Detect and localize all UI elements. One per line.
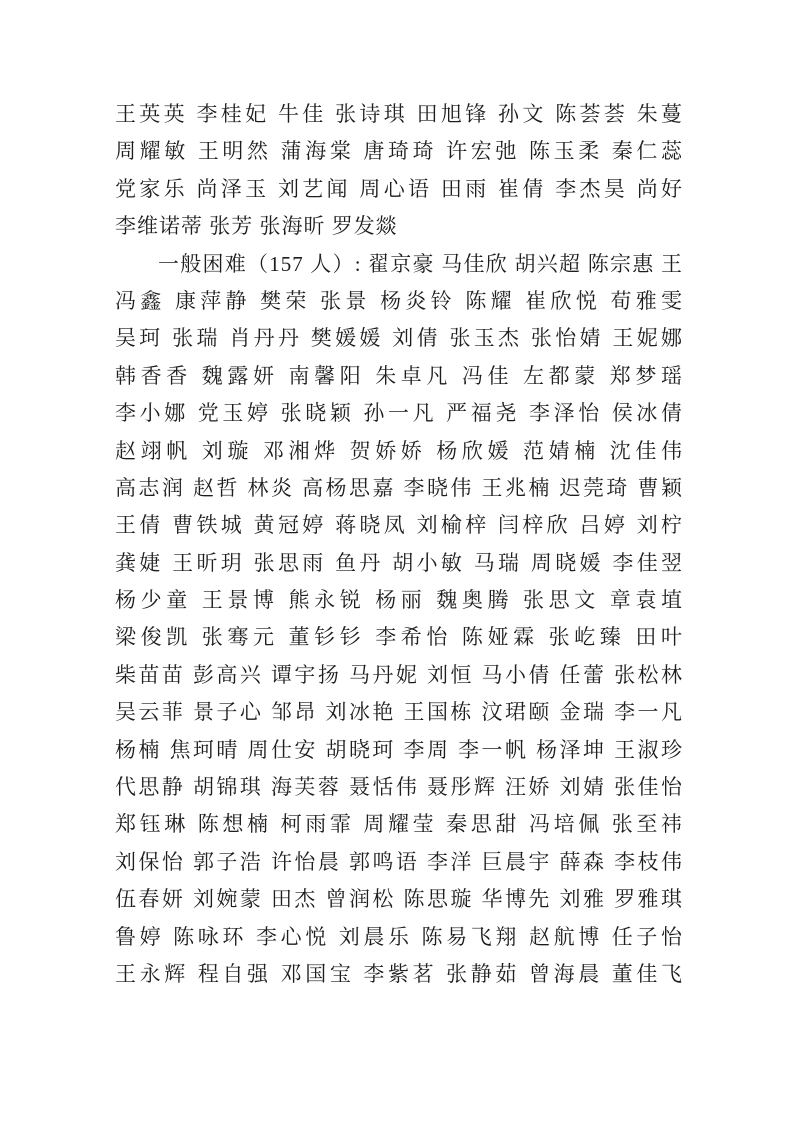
name-list-line: 李小娜 党玉婷 张晓颖 孙一凡 严福尧 李泽怡 侯冰倩 <box>115 401 683 426</box>
name-list-line: 王英英 李桂妃 牛佳 张诗琪 田旭锋 孙文 陈荟荟 朱蔓 <box>115 102 683 126</box>
name-list-line: 党家乐 尚泽玉 刘艺闻 周心语 田雨 崔倩 李杰昊 尚好 <box>115 176 683 201</box>
name-list-line: 梁俊凯 张骞元 董钐钐 李希怡 陈娅霖 张屹臻 田叶 <box>115 625 683 650</box>
name-list-line: 吴珂 张瑞 肖丹丹 樊媛媛 刘倩 张玉杰 张怡婧 王妮娜 <box>115 326 683 351</box>
name-list-line: 鲁婷 陈咏环 李心悦 刘晨乐 陈易飞翔 赵航博 任子怡 <box>115 924 683 949</box>
name-list-line: 刘保怡 郭子浩 许怡晨 郭鸣语 李洋 巨晨宇 薛森 李枝伟 <box>115 849 683 874</box>
name-list-line: 周耀敏 王明然 蒲海棠 唐琦琦 许宏弛 陈玉柔 秦仁蕊 <box>115 139 683 164</box>
name-list-line: 赵翊帆 刘璇 邓湘烨 贺娇娇 杨欣媛 范婧楠 沈佳伟 <box>115 438 683 463</box>
name-list-line: 高志润 赵哲 林炎 高杨思嘉 李晓伟 王兆楠 迟莞琦 曹颖 <box>115 475 683 500</box>
name-list-line: 吴云菲 景子心 邹昂 刘冰艳 王国栋 汶珺颐 金瑞 李一凡 <box>115 700 683 725</box>
name-list-line: 柴苗苗 彭高兴 谭宇扬 马丹妮 刘恒 马小倩 任蕾 张松林 <box>115 662 683 687</box>
section-heading-line: 一般困难（157 人）: 翟京豪 马佳欣 胡兴超 陈宗惠 王 <box>158 251 683 276</box>
name-list-line: 韩香香 魏露妍 南馨阳 朱卓凡 冯佳 左都蒙 郑梦瑶 <box>115 363 683 388</box>
name-list-text-block <box>115 96 683 993</box>
name-list-line: 王永辉 程自强 邓国宝 李紫茗 张静茹 曾海晨 董佳飞 <box>115 961 683 986</box>
name-list-line: 冯鑫 康萍静 樊荣 张景 杨炎铃 陈耀 崔欣悦 荀雅雯 <box>115 288 683 313</box>
name-list-line: 伍春妍 刘婉蒙 田杰 曾润松 陈思璇 华博先 刘雅 罗雅琪 <box>115 887 683 912</box>
name-list-line: 代思静 胡锦琪 海芙蓉 聂恬伟 聂彤辉 汪娇 刘婧 张佳怡 <box>115 775 683 800</box>
name-list-line: 龚婕 王昕玥 张思雨 鱼丹 胡小敏 马瑞 周晓媛 李佳翌 <box>115 550 683 575</box>
name-list-line: 杨楠 焦珂晴 周仕安 胡晓珂 李周 李一帆 杨泽坤 王淑珍 <box>115 737 683 762</box>
name-list-line: 杨少童 王景博 熊永锐 杨丽 魏奥腾 张思文 章袁埴 <box>115 588 683 613</box>
name-list-line: 王倩 曹铁城 黄冠婷 蒋晓凤 刘榆梓 闫梓欣 吕婷 刘柠 <box>115 513 683 538</box>
name-list-line: 李维诺蒂 张芳 张海昕 罗发燚 <box>115 214 398 239</box>
name-list-line: 郑钰琳 陈想楠 柯雨霏 周耀莹 秦思甜 冯培佩 张至祎 <box>115 812 683 837</box>
